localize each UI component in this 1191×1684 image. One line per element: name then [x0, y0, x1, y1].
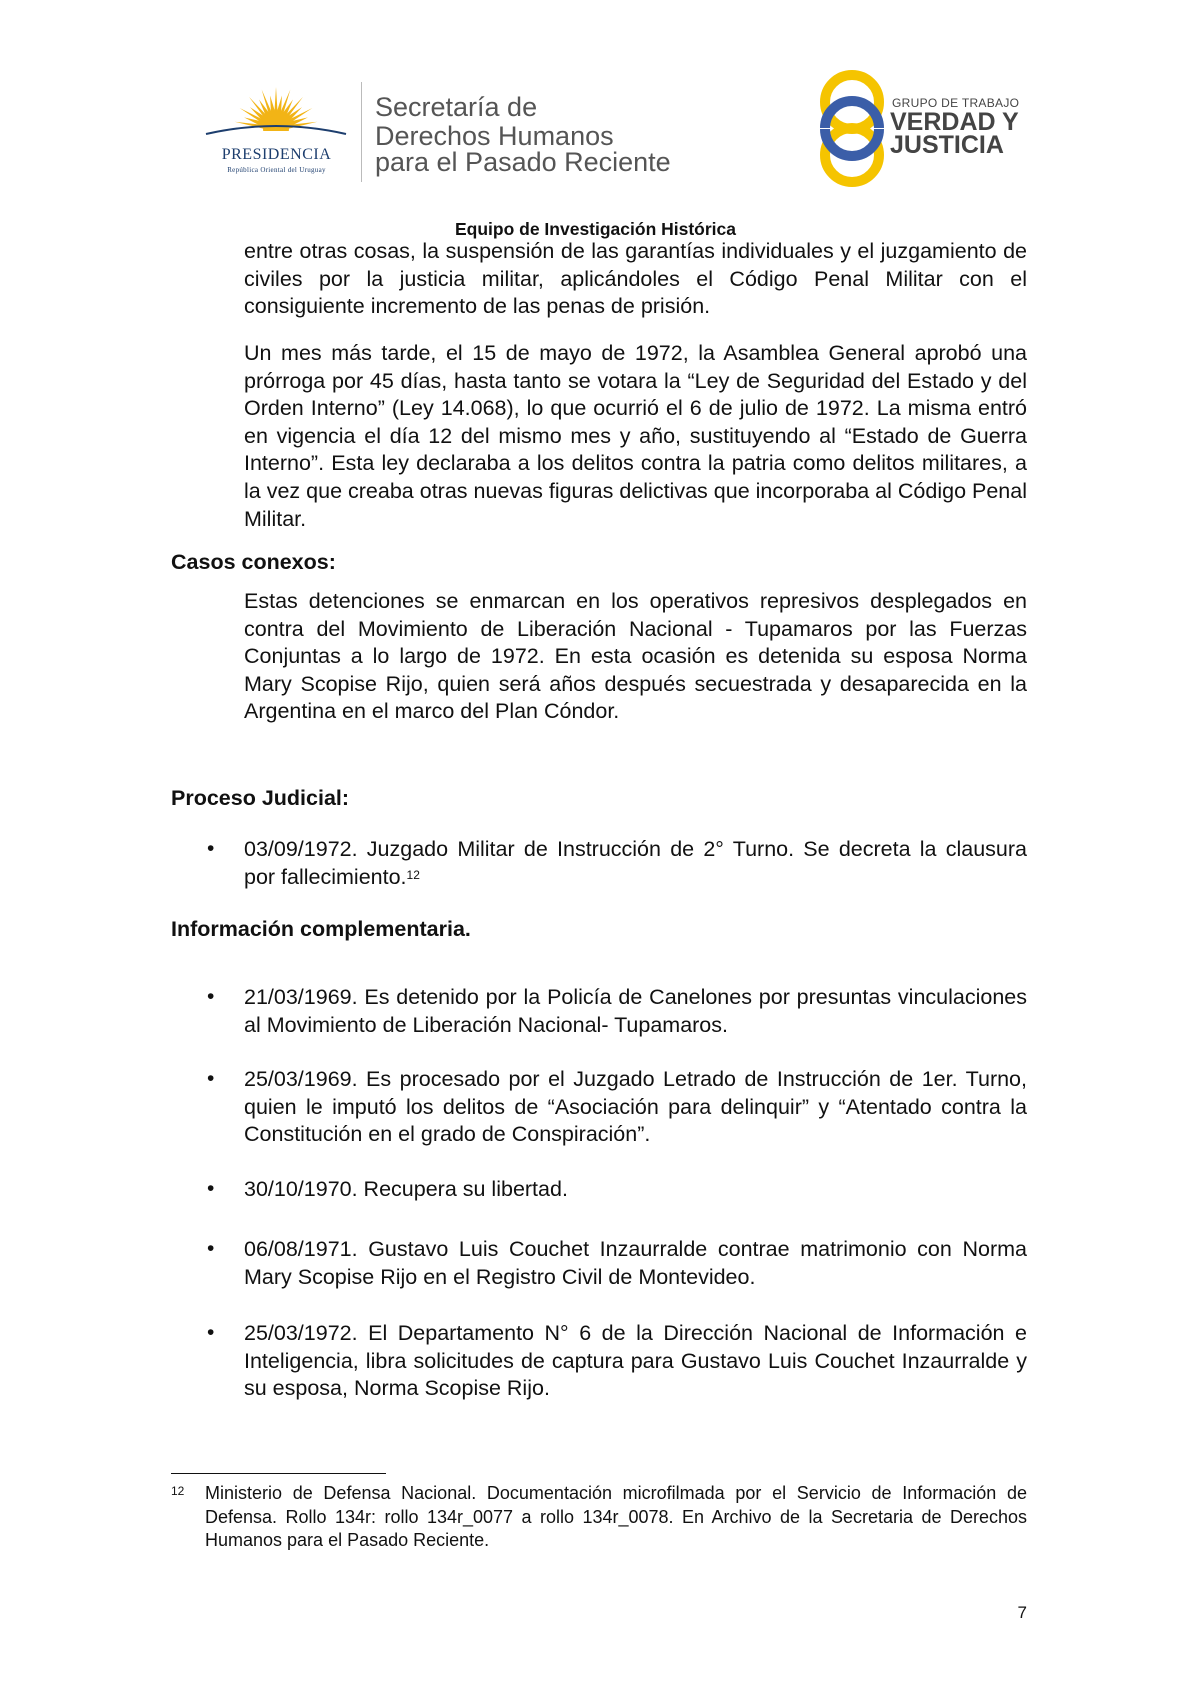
- secretaria-line-3: para el Pasado Reciente: [375, 147, 671, 177]
- presidencia-label: PRESIDENCIA: [221, 146, 332, 163]
- footnote-separator: [171, 1473, 386, 1474]
- secretaria-line-1: Secretaría de: [375, 92, 538, 122]
- list-item-proceso: [244, 836, 1027, 891]
- list-item-info-2: 25/03/1969. Es procesado por el Juzgado Letrado de Instrucción de 1er. Turno, quien le imputó los delitos de “Asociación para delinquir” y “Atentado contra la Constitución en el grado de Conspiración”.: [244, 1067, 1027, 1147]
- verdad-label: VERDAD Y: [890, 108, 1019, 136]
- header-divider: [361, 82, 362, 182]
- list-item-info-1: 21/03/1969. Es detenido por la Policía de Canelones por presuntas vinculaciones al Movimiento de Liberación Nacional- Tupamaros.: [244, 985, 1027, 1037]
- proceso-item-text: 03/09/1972. Juzgado Militar de Instrucción de 2° Turno. Se decreta la clausura por fallecimiento.: [244, 837, 1027, 889]
- footnote-number: 12: [171, 1484, 185, 1498]
- page-number: 7: [1017, 1603, 1027, 1622]
- bullet-info-1: •: [207, 985, 215, 1008]
- paragraph-casos-conexos: Estas detenciones se enmarcan en los operativos represivos desplegados en contra del Movimiento de Liberación Nacional - Tupamaros por las Fuerzas Conjuntas a lo largo de 1972. En esta ocasión es detenida su esposa Norma Mary Scopise Rijo, quien será años después secuestrada y desaparecida en la Argentina en el marco del Plan Cóndor.: [244, 589, 1027, 724]
- verdad-justicia-rings-logo: [812, 66, 892, 191]
- page-header: [0, 0, 1191, 215]
- paragraph-ley-seguridad: Un mes más tarde, el 15 de mayo de 1972, la Asamblea General aprobó una prórroga por 45 días, hasta tanto se votara la “Ley de Seguridad del Estado y del Orden Interno” (Ley 14.068), lo que ocurrió el 6 de julio de 1972. La misma entró en vigencia el día 12 del mismo mes y año, sustituyendo al “Estado de Guerra Interno”. Esta ley declaraba a los delitos contra la patria como delitos militares, a la vez que creaba otras nuevas figuras delictivas que incorporaba al Código Penal Militar.: [244, 341, 1027, 531]
- bullet-info-5: •: [207, 1321, 215, 1344]
- footnote-ref-12[interactable]: 12: [406, 867, 420, 882]
- heading-casos-conexos: Casos conexos:: [171, 550, 336, 574]
- grupo-trabajo-label: GRUPO DE TRABAJO: [892, 96, 1020, 110]
- republica-label: República Oriental del Uruguay: [227, 166, 326, 174]
- list-item-info-5: 25/03/1972. El Departamento N° 6 de la Dirección Nacional de Información e Inteligencia, libra solicitudes de captura para Gustavo Luis Couchet Inzaurralde y su esposa, Norma Scopise Rijo.: [244, 1321, 1027, 1401]
- bullet-info-3: •: [207, 1177, 215, 1200]
- list-item-info-3: 30/10/1970. Recupera su libertad.: [244, 1177, 568, 1201]
- heading-proceso-judicial: Proceso Judicial:: [171, 786, 350, 810]
- secretaria-line-2: Derechos Humanos: [375, 121, 614, 151]
- justicia-label: JUSTICIA: [890, 131, 1004, 159]
- list-item-info-4: 06/08/1971. Gustavo Luis Couchet Inzaurralde contrae matrimonio con Norma Mary Scopise Rijo en el Registro Civil de Montevideo.: [244, 1237, 1027, 1289]
- bullet-info-4: •: [207, 1237, 215, 1260]
- bullet-info-2: •: [207, 1067, 215, 1090]
- paragraph-garantias: entre otras cosas, la suspensión de las garantías individuales y el juzgamiento de civiles por la justicia militar, aplicándoles el Código Penal Militar con el consiguiente incremento de las penas de prisión.: [244, 239, 1027, 319]
- bullet-proceso: •: [207, 837, 215, 860]
- footnote-text: Ministerio de Defensa Nacional. Documentación microfilmada por el Servicio de Información de Defensa. Rollo 134r: rollo 134r_0077 a rollo 134r_0078. En Archivo de la Secretaria de Derechos Humanos para el Pasado Reciente.: [205, 1483, 1027, 1550]
- team-title: Equipo de Investigación Histórica: [454, 219, 737, 239]
- heading-informacion-complementaria: Información complementaria.: [171, 917, 471, 941]
